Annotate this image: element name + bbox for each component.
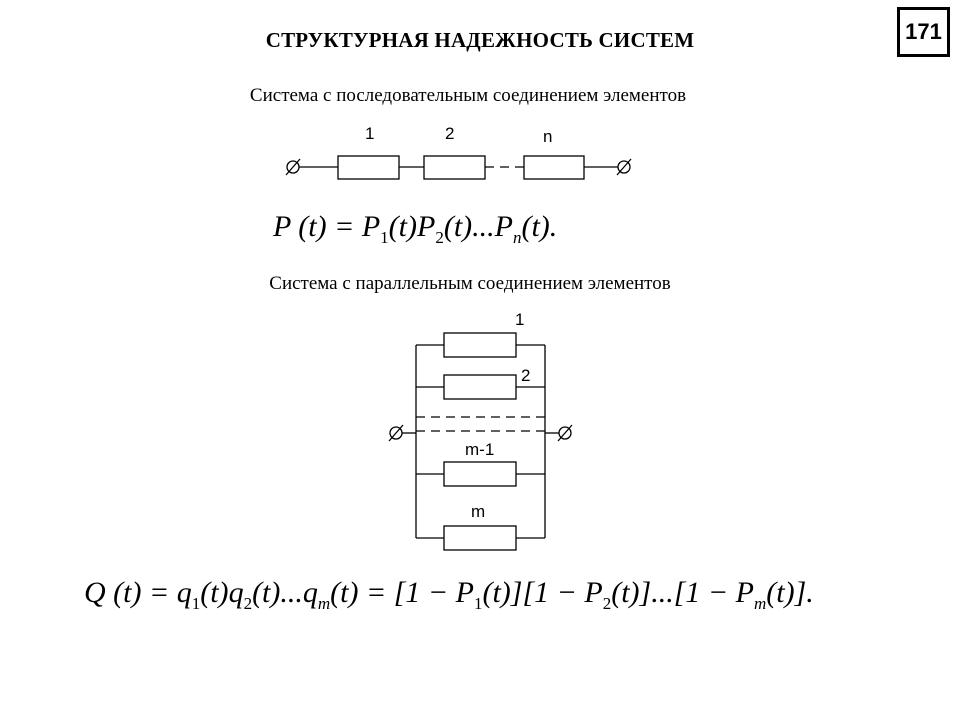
series-label-n: n (543, 127, 553, 146)
series-heading: Система с последовательным соединением элементов (249, 85, 687, 106)
terminal-left-parallel-icon (389, 425, 403, 441)
formula-pp2-arg: (t)]...[1 − (611, 576, 736, 609)
formula-q2-arg: (t)... (252, 576, 303, 609)
formula-pn-arg: (t). (521, 210, 558, 243)
parallel-label-1: 1 (515, 310, 525, 329)
series-label-1: 1 (365, 124, 375, 143)
parallel-failure-formula (84, 576, 814, 614)
formula-qm-sub: m (317, 594, 331, 613)
page-number: 171 (897, 7, 950, 57)
formula-ppm-sub: m (753, 594, 767, 613)
formula-q2: q (228, 576, 244, 609)
formula-q1: q (176, 576, 192, 609)
formula-pn: P (494, 210, 513, 243)
series-element-1 (338, 156, 399, 179)
series-circuit (286, 156, 631, 179)
formula-ppm-arg: (t)]. (766, 576, 814, 609)
formula-pp1: P (455, 576, 474, 609)
formula-qm: q (302, 576, 318, 609)
series-element-2 (424, 156, 485, 179)
formula-p2-arg: (t)... (443, 210, 495, 243)
formula-q2-sub: 2 (243, 594, 253, 613)
formula-p2: P (417, 210, 436, 243)
formula-p2-sub: 2 (435, 228, 444, 247)
formula-pp1-sub: 1 (473, 594, 483, 613)
parallel-label-m-1: m-1 (465, 440, 495, 459)
formula-p1: P (361, 210, 381, 243)
formula-q-lhs: Q (t) = (84, 576, 177, 609)
series-reliability-formula (273, 210, 557, 248)
parallel-element-m-1 (444, 462, 516, 486)
series-label-2: 2 (445, 124, 455, 143)
formula-q1-arg: (t) (200, 576, 229, 609)
terminal-left-icon (286, 159, 300, 175)
formula-lhs: P (t) = (273, 210, 362, 243)
parallel-element-1 (444, 333, 516, 357)
parallel-label-m: m (471, 502, 486, 521)
formula-q1-sub: 1 (191, 594, 201, 613)
terminal-right-parallel-icon (558, 425, 572, 441)
series-element-n (524, 156, 584, 179)
formula-ppm: P (735, 576, 754, 609)
formula-pp1-arg: (t)][1 − (482, 576, 585, 609)
page-title: СТРУКТУРНАЯ НАДЕЖНОСТЬ СИСТЕМ (265, 28, 695, 52)
parallel-label-2: 2 (521, 366, 531, 385)
formula-qm-arg: (t) = [1 − (330, 576, 456, 609)
formula-p1-sub: 1 (380, 228, 389, 247)
terminal-right-icon (617, 159, 631, 175)
formula-pp2: P (584, 576, 603, 609)
formula-pp2-sub: 2 (602, 594, 612, 613)
formula-pn-sub: n (512, 228, 522, 247)
parallel-element-2 (444, 375, 516, 399)
formula-p1-arg: (t) (388, 210, 417, 243)
parallel-element-m (444, 526, 516, 550)
parallel-heading: Система с параллельным соединением элементов (269, 273, 671, 294)
